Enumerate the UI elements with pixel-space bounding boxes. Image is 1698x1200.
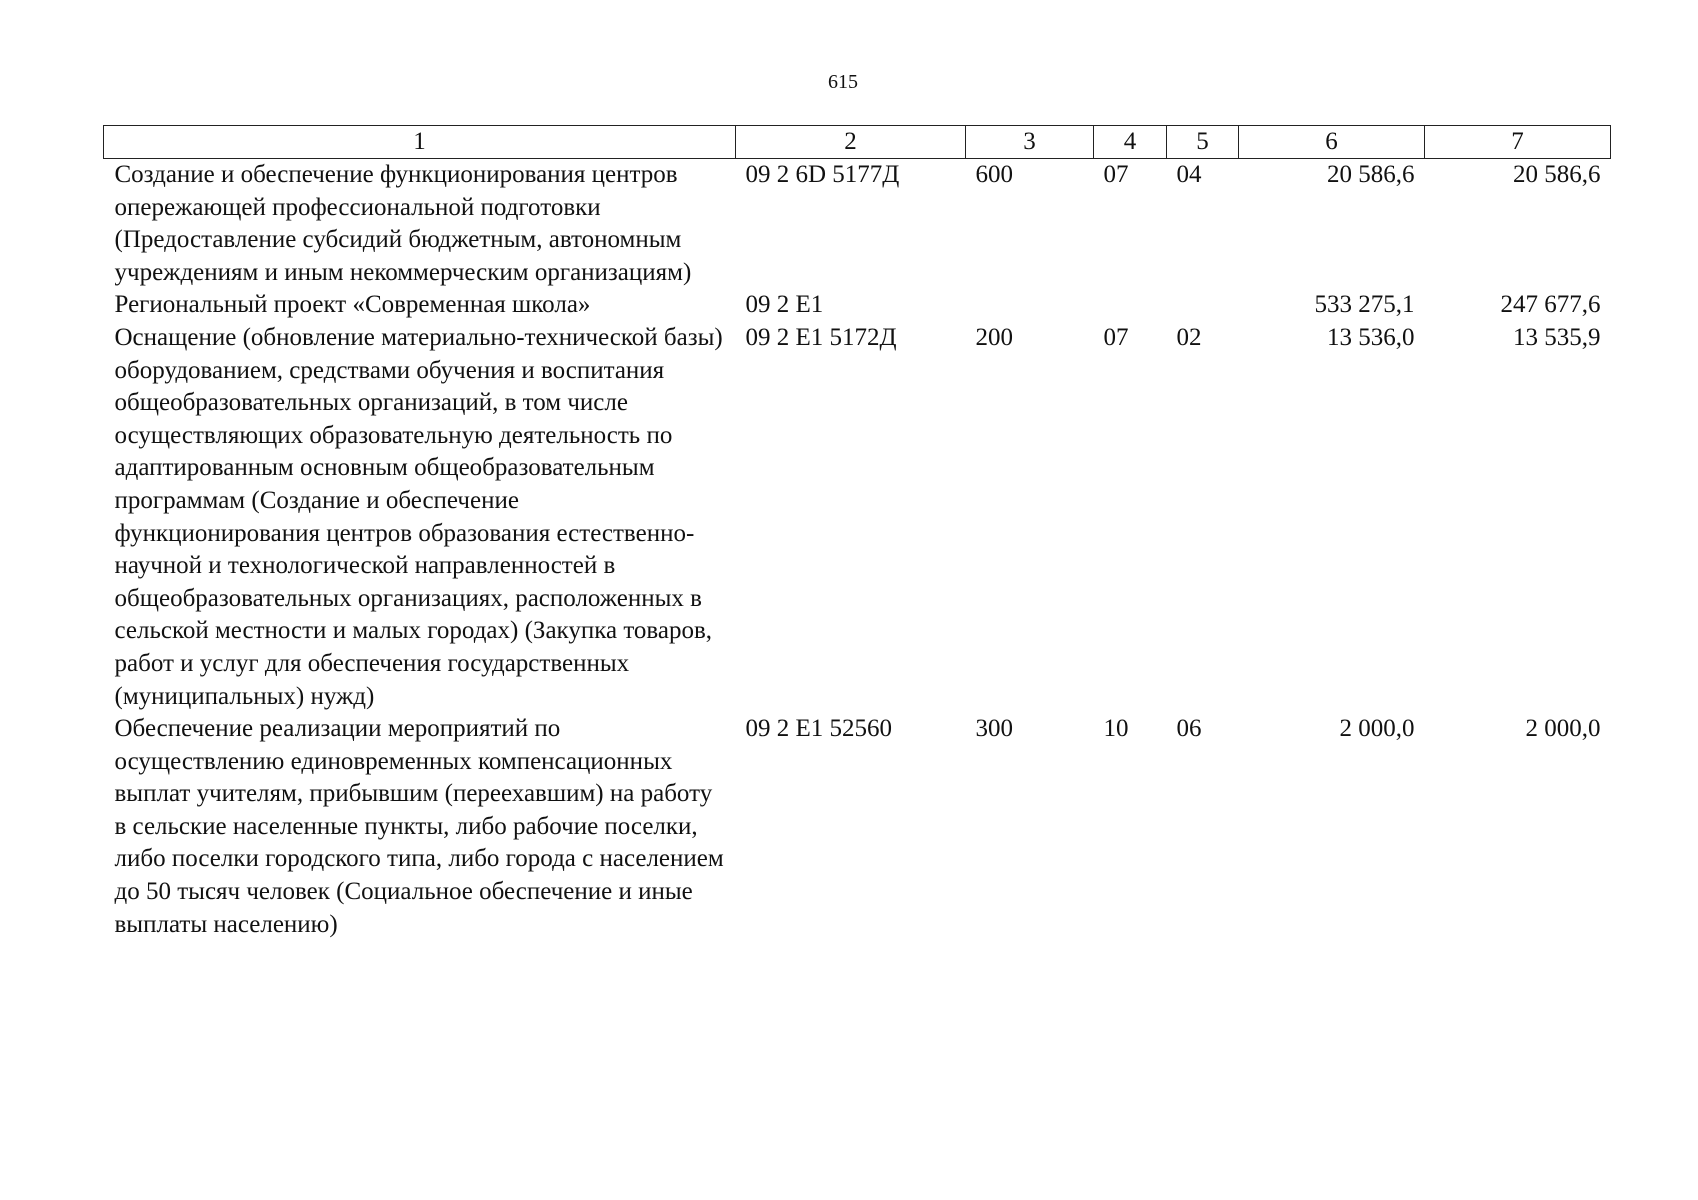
row-amount-1: 20 586,6 — [1327, 161, 1415, 188]
row-amount-1: 13 536,0 — [1327, 323, 1415, 351]
header-col-2: 2 — [736, 126, 966, 159]
table-header — [104, 126, 1611, 159]
header-col-7: 7 — [1425, 126, 1611, 159]
row-type: 200 — [975, 323, 1013, 351]
table-row — [104, 159, 1611, 290]
table-body — [104, 159, 1611, 942]
row-subsection — [1167, 289, 1239, 322]
row-code: 09 2 6D 5177Д — [745, 161, 900, 188]
row-code: 09 2 Е1 — [745, 291, 824, 319]
row-code: 09 2 Е1 5172Д — [745, 323, 897, 351]
row-type: 300 — [975, 715, 1013, 743]
page-number: 615 — [828, 71, 858, 93]
row-section: 07 — [1103, 323, 1129, 351]
header-col-3: 3 — [966, 126, 1094, 159]
row-section: 10 — [1103, 715, 1129, 743]
row-subsection: 02 — [1176, 323, 1202, 351]
row-section: 07 — [1103, 161, 1129, 188]
row-amount-1: 533 275,1 — [1314, 291, 1415, 319]
row-name: Создание и обеспечение функционирования центров опережающей профессиональной подготовки (Предоставление субсидий бюджетным, автономным учреждениям и иным некоммерческим организациям) — [114, 161, 692, 286]
row-name: Региональный проект «Современная школа» — [114, 291, 591, 319]
row-amount-2: 13 535,9 — [1513, 323, 1601, 351]
row-subsection: 06 — [1176, 715, 1202, 743]
row-code: 09 2 Е1 52560 — [745, 715, 893, 743]
header-col-5: 5 — [1167, 126, 1239, 159]
header-col-4: 4 — [1094, 126, 1167, 159]
row-section — [1094, 289, 1167, 322]
header-col-6: 6 — [1239, 126, 1425, 159]
row-subsection: 04 — [1176, 161, 1202, 188]
header-row — [104, 126, 1611, 159]
budget-table — [103, 125, 1611, 941]
row-amount-2: 2 000,0 — [1525, 715, 1601, 743]
table-row — [104, 322, 1611, 713]
header-col-1: 1 — [104, 126, 736, 159]
row-type — [966, 289, 1094, 322]
row-type: 600 — [975, 161, 1013, 188]
row-amount-1: 2 000,0 — [1339, 715, 1415, 743]
row-name: Обеспечение реализации мероприятий по осуществлению единовременных компенсационных выплат учителям, прибывшим (переехавшим) на работу в сельские населенные пункты, либо рабочие поселки, либо поселки городского типа, либо города с населением до 50 тысяч человек (Социальное обеспечение и иные выплаты населению) — [114, 715, 724, 938]
table-row — [104, 713, 1611, 941]
row-amount-2: 247 677,6 — [1500, 291, 1601, 319]
row-amount-2: 20 586,6 — [1513, 161, 1601, 188]
row-name: Оснащение (обновление материально-технической базы) оборудованием, средствами обучения и воспитания общеобразовательных организаций, в том числе осуществляющих образовательную деятельность по адаптированным основным общеобразовательным программам (Создание и обеспечение функционирования центров образования естественно-научной и технологической направленностей в общеобразовательных организациях, расположенных в сельской местности и малых городах) (Закупка товаров, работ и услуг для обеспечения государственных (муниципальных) нужд) — [114, 323, 723, 710]
table-row — [104, 289, 1611, 322]
